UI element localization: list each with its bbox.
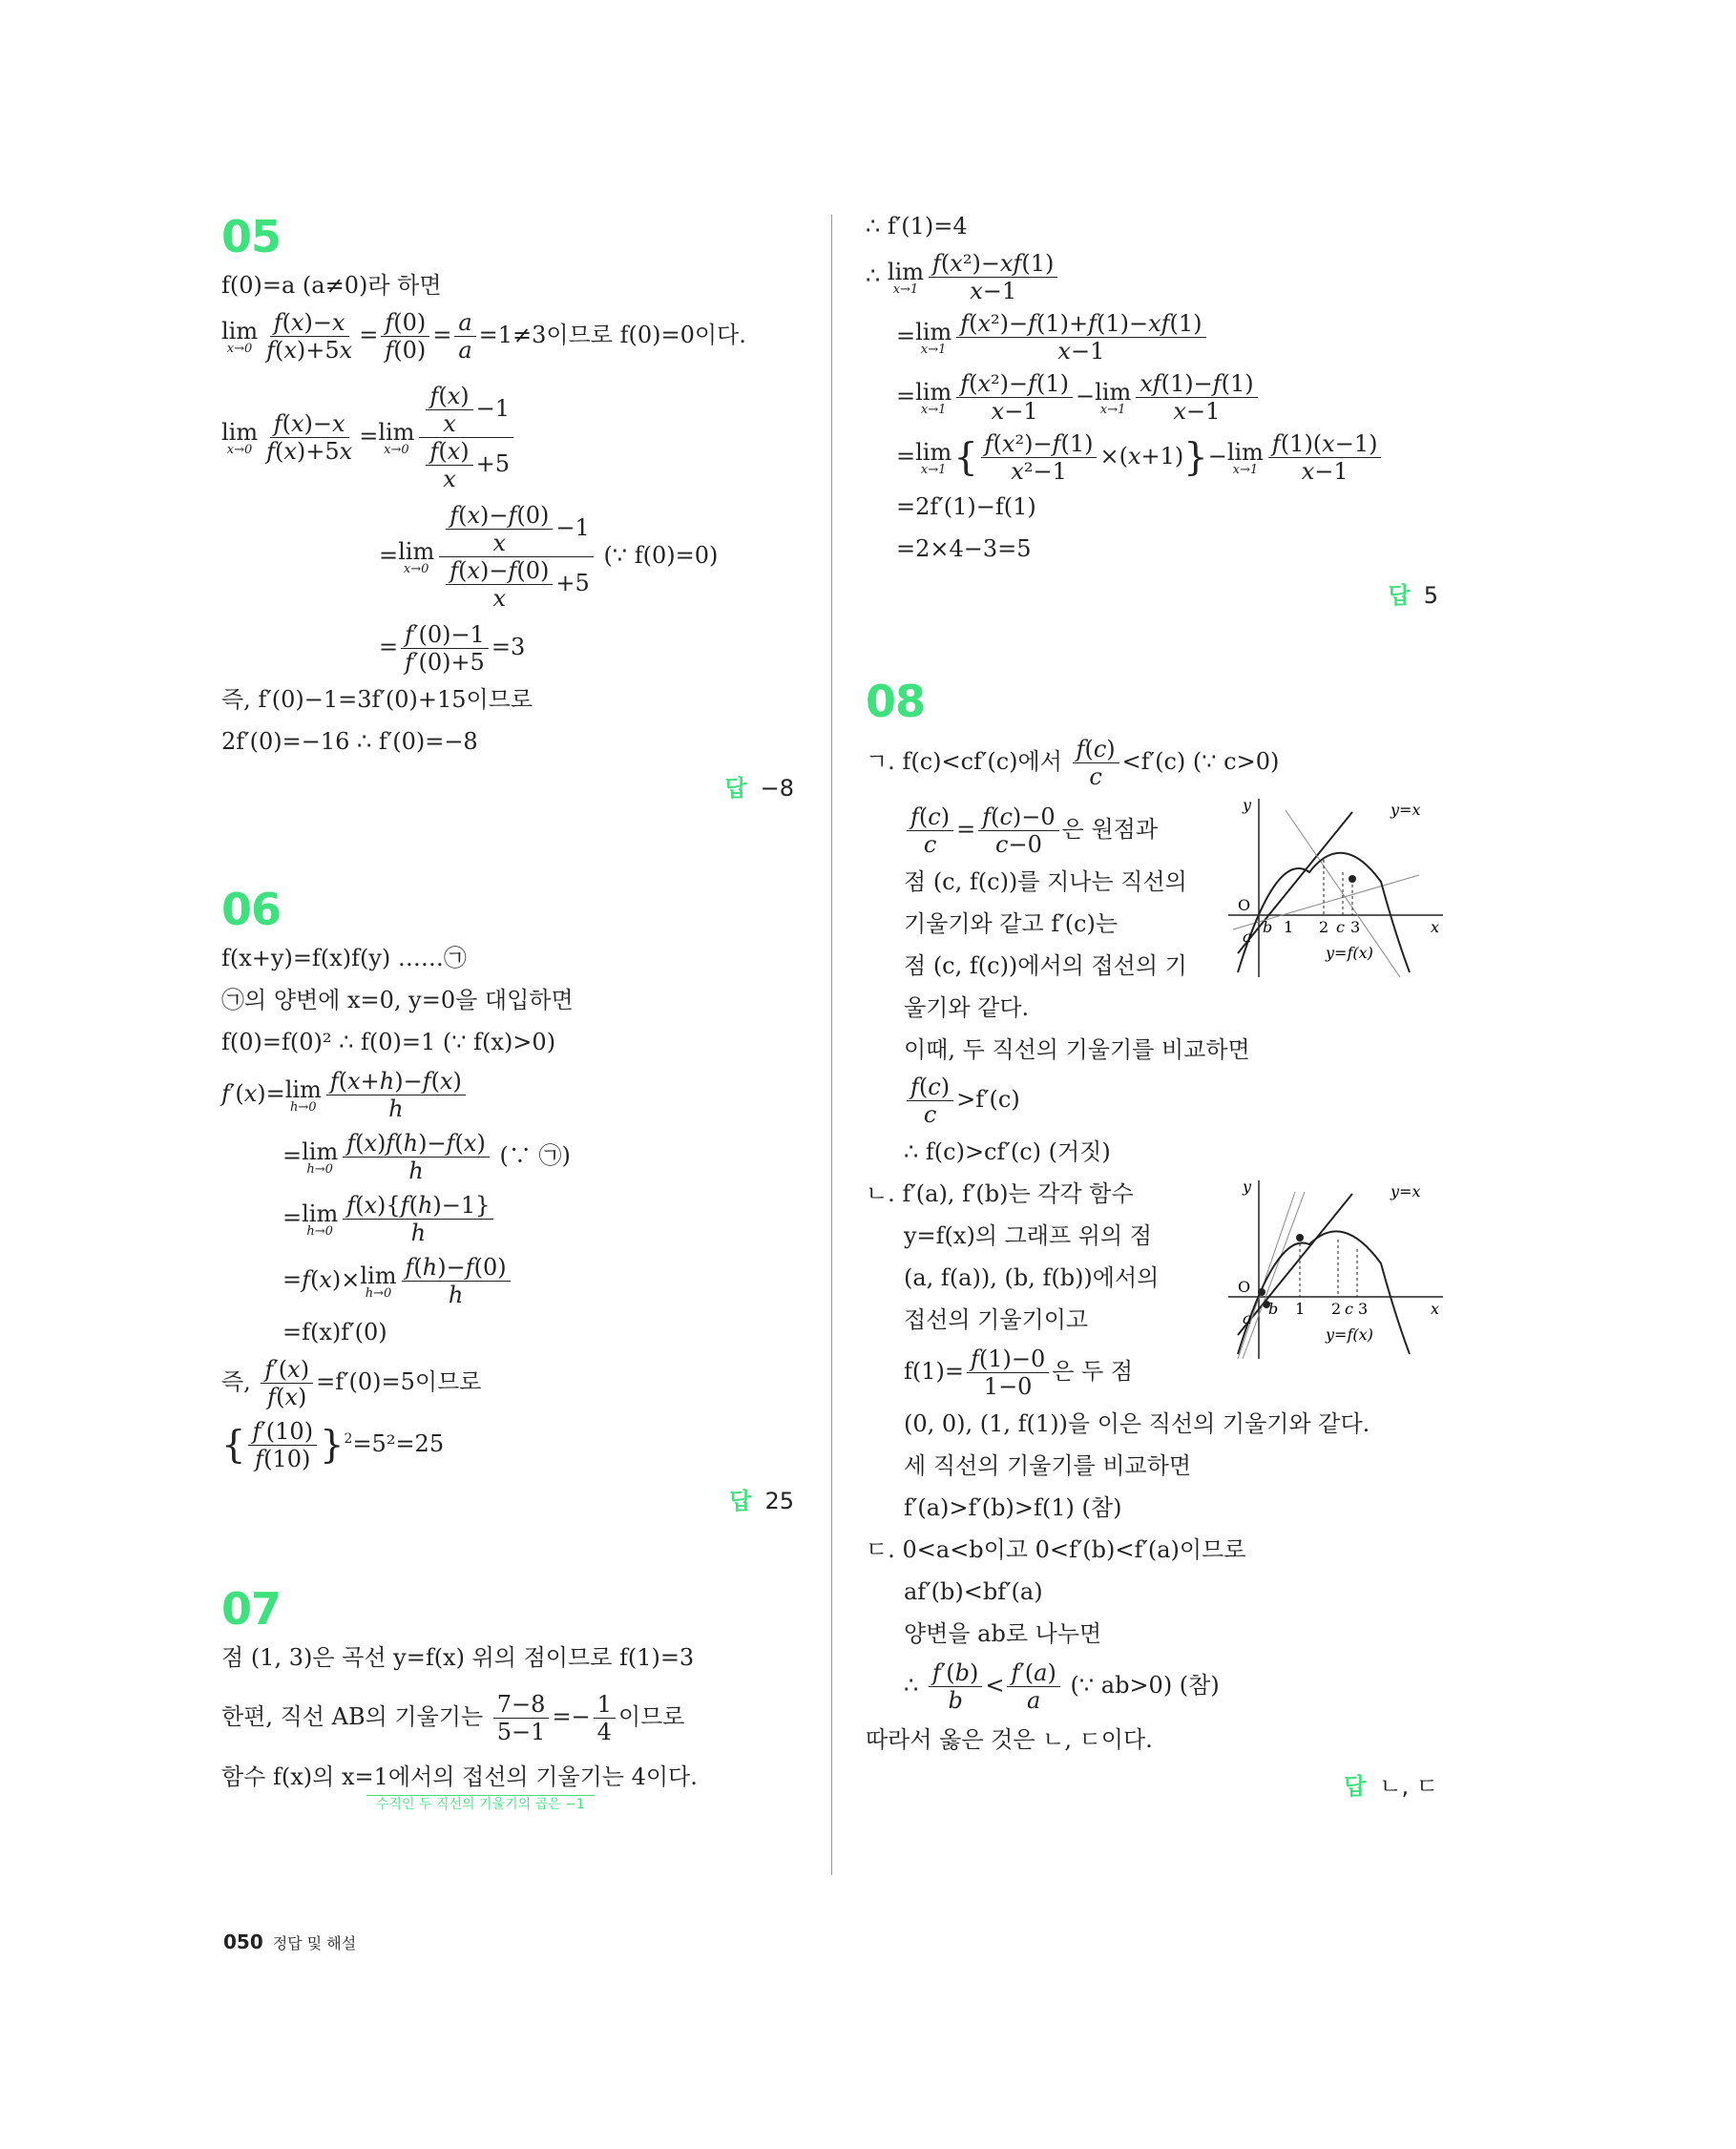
- equation-line: = lim x→1 { $\frac{\text{f(x²)−f(1)}}{\text{x²−1}}$ ×(x+1)}− lim x→1 $\frac{f(1)(x-1)}{x-1}$: [896, 430, 1438, 485]
- graph-n: [1219, 1173, 1448, 1364]
- equation-line: = lim x→1 $\frac{\text{f(x²)−f(1)}}{x-1}$ − lim x→1 $\frac{xf(1)-f(1)}{x-1}$: [896, 370, 1438, 425]
- text-line: ∴ f′(1)=4: [866, 213, 968, 240]
- problem-08: [866, 677, 1438, 1801]
- text-line: 접선의 기울기이고: [904, 1306, 1089, 1333]
- answer-value: ㄴ, ㄷ: [1379, 1773, 1438, 1800]
- answer-value: 5: [1423, 582, 1438, 609]
- answer: [866, 1767, 1438, 1801]
- axis-label-x: x: [1431, 918, 1440, 936]
- text-span: 한편, 직선 AB의 기울기는: [221, 1703, 484, 1730]
- equation-line: $\frac{f(c)}{c}$ = $\frac{f(c)-0}{c-0}$ 은 원점과: [904, 803, 1438, 858]
- tick-1: 1: [1284, 918, 1294, 936]
- label-yx: y=x: [1391, 801, 1421, 819]
- text-line: (0, 0), (1, f(1))을 이은 직선의 기울기와 같다.: [904, 1410, 1370, 1437]
- right-column: [866, 212, 1438, 1801]
- text-span: =5²=25: [352, 1430, 445, 1457]
- answer-tag: 답: [729, 1488, 752, 1514]
- text-line: 울기와 같다.: [904, 994, 1030, 1021]
- tick-2: 2: [1319, 918, 1329, 936]
- label-a: a: [1243, 928, 1252, 946]
- equation-line: lim x→0 $\frac{f(x)-x}{f(x)+5x}$ = $\frac{f(0)}{f(0)}$ = $\frac{a}{a}$ =1≠3이므로 f(0)=0이다.: [221, 309, 746, 364]
- label-a: a: [1243, 1309, 1252, 1327]
- text-line: ㄴ. f′(a), f′(b)는 각각 함수: [866, 1180, 1134, 1207]
- footer-title: 정답 및 해설: [272, 1934, 357, 1952]
- equation-line: = $\frac{f'(0)-1}{f'(0)+5}$ =3: [379, 621, 526, 676]
- equation-line: f′(x)= lim h→0 $\frac{f(x+h)-f(x)}{h}$: [221, 1068, 794, 1122]
- text-span: f(1)=: [904, 1358, 964, 1385]
- problem-number: 06: [221, 884, 282, 935]
- text-span: <f′(c) (∵ c>0): [1121, 748, 1280, 775]
- text-line: =f(x)f′(0): [282, 1319, 387, 1346]
- because-note: (∵ f(0)=0): [603, 542, 719, 569]
- text-line: f(0)=f(0)² ∴ f(0)=1 (∵ f(x)>0): [221, 1029, 556, 1055]
- answer-value: 25: [764, 1488, 794, 1514]
- text-line: =2×4−3=5: [896, 535, 1032, 562]
- problem-number: 08: [866, 676, 926, 727]
- label-b: b: [1268, 1300, 1279, 1318]
- equation-line: 즉, $\frac{f'(x)}{f(x)}$ =f′(0)=5이므로: [221, 1356, 482, 1410]
- point-1: [1296, 1234, 1304, 1241]
- answer: [866, 576, 1438, 610]
- problem-07-continued: [866, 212, 1438, 610]
- answer-value: −8: [760, 775, 794, 802]
- tick-1: 1: [1295, 1300, 1306, 1318]
- text-span: =1≠3이므로 f(0)=0이다.: [478, 322, 746, 348]
- problem-06: [221, 885, 794, 1515]
- answer: [221, 769, 794, 803]
- text-line: 함수 f(x)의 x=1에서의 접선의 기울기는 4이다.: [221, 1763, 698, 1790]
- equation-line: $\frac{f(c)}{c}$ >f′(c): [904, 1074, 1438, 1128]
- text-span: =f′(0)=5이므로: [316, 1368, 482, 1395]
- text-span: 은 두 점: [1052, 1358, 1134, 1385]
- page-footer: [223, 1930, 356, 1953]
- answer-tag: 답: [1388, 582, 1411, 609]
- because-note: (∵ ㉠): [499, 1142, 571, 1169]
- text-span: 은 원점과: [1061, 816, 1159, 843]
- text-line: 따라서 옳은 것은 ㄴ, ㄷ이다.: [866, 1726, 1153, 1753]
- equation-line: 한편, 직선 AB의 기울기는 $\frac{7-8}{5-1}$ =− $\frac{1}{4}$ 이므로: [221, 1691, 685, 1745]
- text-line: (a, f(a)), (b, f(b))에서의: [904, 1264, 1160, 1291]
- text-line: 양변을 ab로 나누면: [904, 1620, 1102, 1647]
- origin-label: O: [1238, 896, 1251, 914]
- equation-line: = lim h→0 $\frac{f(x)\{f(h)-1\}}{h}$: [282, 1192, 794, 1246]
- label-yx: y=x: [1391, 1182, 1421, 1200]
- text-line: 점 (c, f(c))를 지나는 직선의: [904, 868, 1187, 895]
- equation-line: { $\frac{f'(10)}{f(10)}$ }$^2$=5²=25: [221, 1418, 445, 1472]
- axis-label-x: x: [1431, 1300, 1440, 1318]
- text-line: f(0)=a (a≠0)라 하면: [221, 272, 442, 299]
- equation-line: ∴ $\frac{f'(b)}{b}$ < $\frac{f'(a)}{a}$ (∵ ab>0) (참): [904, 1659, 1220, 1714]
- text-line: ㄷ. 0<a<b이고 0<f′(b)<f′(a)이므로: [866, 1536, 1246, 1563]
- tick-2: 2: [1331, 1300, 1342, 1318]
- problem-05: [221, 212, 794, 803]
- label-b: b: [1263, 918, 1273, 936]
- text-span: =3: [491, 634, 526, 660]
- axis-label-y: y: [1243, 796, 1252, 814]
- equation-line: lim x→0 $\frac{f(x)-x}{f(x)+5x}$ = lim x→0 $\frac{f(x)}{x}$ −1 $\frac{f(x)}{x}$ +5: [221, 383, 794, 492]
- text-line: f′(a)>f′(b)>f(1) (참): [904, 1494, 1122, 1521]
- tangent-a: [1243, 1192, 1305, 1359]
- text-line: 기울기와 같고 f′(c)는: [904, 910, 1119, 937]
- answer-tag: 답: [724, 775, 747, 802]
- label-c: c: [1336, 918, 1345, 936]
- equation-line: = lim h→0 $\frac{f(x)f(h)-f(x)}{h}$ (∵ ㉠): [282, 1130, 571, 1184]
- equation-line: ∴ lim x→1 $\frac{\text{f(x²)−xf(1)}}{x-1}$: [866, 250, 1438, 304]
- text-line: ∴ f(c)>cf′(c) (거짓): [904, 1138, 1111, 1165]
- equation-line: =f(x)× lim h→0 $\frac{f(h)-f(0)}{h}$: [282, 1254, 794, 1308]
- column-divider: [831, 215, 832, 1875]
- text-span: (∵ ab>0) (참): [1070, 1672, 1220, 1699]
- label-yfx: y=f(x): [1326, 944, 1373, 962]
- text-line: y=f(x)의 그래프 위의 점: [904, 1222, 1152, 1249]
- tick-3: 3: [1358, 1300, 1369, 1318]
- text-line: 2f′(0)=−16 ∴ f′(0)=−8: [221, 728, 478, 755]
- margin-note: 수직인 두 직선의 기울기의 곱은 −1: [366, 1795, 595, 1813]
- equation-line: ㄱ. f(c)<cf′(c)에서 $\frac{f(c)}{c}$ <f′(c) (∵ c>0): [866, 736, 1280, 790]
- origin-label: O: [1238, 1278, 1251, 1296]
- page-number: 050: [223, 1930, 263, 1953]
- note-row: [221, 1795, 794, 1816]
- equation-line: f(1)= $\frac{f(1)-0}{1-0}$ 은 두 점: [904, 1346, 1134, 1400]
- text-span: 이므로: [617, 1703, 685, 1730]
- graph-g: [1219, 791, 1448, 982]
- left-column: [221, 212, 794, 1816]
- text-line: af′(b)<bf′(a): [904, 1578, 1043, 1605]
- problem-number: 05: [221, 211, 282, 262]
- text-line: 점 (c, f(c))에서의 접선의 기: [904, 952, 1187, 979]
- text-line: 즉, f′(0)−1=3f′(0)+15이므로: [221, 686, 533, 713]
- text-span: >f′(c): [956, 1086, 1020, 1113]
- answer-tag: 답: [1344, 1773, 1367, 1800]
- equation-line: = lim x→0 $\frac{f(x)-f(0)}{x}$ −1 $\frac{f(x)-f(0)}{x}$ +5 (∵ f(0)=0): [379, 502, 719, 612]
- axis-label-y: y: [1243, 1178, 1252, 1196]
- equation-line: = lim x→1 $\frac{\text{f(x²)−f(1)+f(1)−xf(1)}}{x-1}$: [896, 310, 1438, 365]
- problem-number: 07: [221, 1583, 282, 1635]
- text-span: ㄱ. f(c)<cf′(c)에서: [866, 748, 1062, 775]
- tick-3: 3: [1350, 918, 1361, 936]
- point-a: [1258, 1288, 1265, 1296]
- text-line: =2f′(1)−f(1): [896, 493, 1036, 520]
- item-d: [904, 1577, 1438, 1714]
- point-c: [1349, 875, 1356, 883]
- text-line: ㉠의 양변에 x=0, y=0을 대입하면: [221, 987, 574, 1013]
- label-yfx: y=f(x): [1326, 1325, 1373, 1344]
- text-line: f(x+y)=f(x)f(y) ……㉠: [221, 945, 467, 971]
- problem-07: [221, 1584, 794, 1816]
- answer: [221, 1482, 794, 1515]
- text-line: 이때, 두 직선의 기울기를 비교하면: [904, 1036, 1250, 1063]
- text-line: 점 (1, 3)은 곡선 y=f(x) 위의 점이므로 f(1)=3: [221, 1644, 695, 1671]
- label-c: c: [1345, 1300, 1353, 1318]
- text-line: 세 직선의 기울기를 비교하면: [904, 1452, 1192, 1479]
